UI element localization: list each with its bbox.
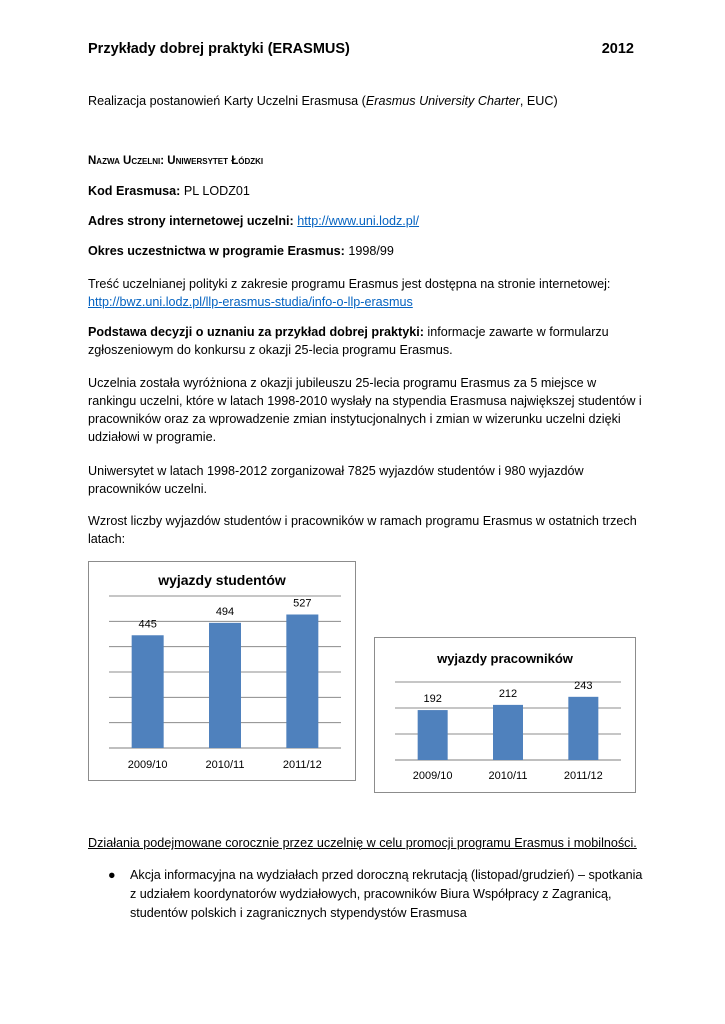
policy-text: Treść uczelnianej polityki z zakresie programu Erasmus jest dostępna na stronie internetowej:	[88, 277, 611, 291]
intro-italic: Erasmus University Charter	[365, 94, 520, 108]
chart-title: wyjazdy pracowników	[437, 651, 573, 666]
bullet-icon: ●	[108, 868, 116, 882]
university-label: Nazwa Uczelni:	[88, 155, 165, 167]
intro-text-end: , EUC)	[519, 94, 558, 108]
data-label: 192	[423, 693, 442, 706]
period-label: Okres uczestnictwa w programie Erasmus:	[88, 244, 345, 258]
staff-chart-svg	[375, 638, 635, 792]
website-label: Adres strony internetowej uczelni:	[88, 214, 294, 228]
policy-link[interactable]: http://bwz.uni.lodz.pl/llp-erasmus-studia/info-o-llp-erasmus	[88, 295, 413, 309]
bar	[209, 623, 241, 748]
university-value: Uniwersytet Łódzki	[167, 155, 264, 167]
header-title: Przykłady dobrej praktyki (ERASMUS)	[88, 41, 350, 57]
intro-text: Realizacja postanowień Karty Uczelni Erasmusa (	[88, 94, 366, 108]
tick-label: 2009/10	[412, 770, 453, 782]
policy-paragraph	[88, 275, 643, 311]
tick-label: 2009/10	[127, 759, 168, 771]
intro-line	[88, 92, 643, 110]
university-line	[88, 152, 643, 170]
website-line	[88, 212, 643, 230]
tick-label: 2010/11	[488, 770, 528, 782]
tick-label: 2011/12	[563, 770, 603, 782]
growth-paragraph: Wzrost liczby wyjazdów studentów i pracowników w ramach programu Erasmus w ostatnich trzech latach:	[88, 514, 637, 546]
bar	[568, 697, 598, 760]
bar	[286, 614, 318, 748]
basis-paragraph	[88, 323, 643, 359]
tick-label: 2011/12	[282, 759, 322, 771]
basis-label: Podstawa decyzji o uznaniu za przykład dobrej praktyki:	[88, 325, 424, 339]
bar	[493, 705, 523, 760]
code-line	[88, 182, 643, 200]
basis-text: informacje zawarte w formularzu zgłoszeniowym do konkursu z okazji 25-lecia programu Erasmus.	[88, 325, 609, 357]
bar	[418, 710, 448, 760]
students-chart-svg	[89, 562, 355, 780]
staff-chart	[374, 637, 636, 793]
students-chart	[88, 561, 356, 781]
data-label: 212	[498, 687, 518, 700]
promotion-list	[88, 866, 643, 923]
data-label: 527	[293, 597, 312, 610]
page-header	[88, 41, 634, 57]
chart-title: wyjazdy studentów	[158, 572, 286, 588]
promotion-heading: Działania podejmowane corocznie przez uczelnię w celu promocji programu Erasmus i mobilności.	[88, 836, 637, 850]
code-label: Kod Erasmusa:	[88, 184, 181, 198]
award-paragraph: Uczelnia została wyróżniona z okazji jubileuszu 25-lecia programu Erasmus za 5 miejsce w rankingu uczelni, które w latach 1998-2010 wysłały na stypendia Erasmusa największej studentów i pracowników oraz za wprowadzenie zmian instytucjonalnych i zmian w wizerunku uczelni dzięki udziałowi w programie.	[88, 376, 642, 444]
website-link[interactable]: http://www.uni.lodz.pl/	[297, 214, 420, 228]
list-item-text: Akcja informacyjna na wydziałach przed doroczną rekrutacją (listopad/grudzień) – spotkania z udziałem koordynatorów wydziałowych, pracowników Biura Współpracy z Zagranicą, studentów polskich i zagranicznych stypendystów Erasmusa	[130, 868, 643, 920]
header-year: 2012	[601, 41, 634, 57]
period-line	[88, 242, 643, 260]
period-value: 1998/99	[348, 244, 394, 258]
data-label: 445	[138, 618, 157, 631]
tick-label: 2010/11	[205, 759, 245, 771]
data-label: 494	[215, 605, 235, 618]
bar	[132, 635, 164, 748]
code-value: PL LODZ01	[183, 184, 250, 198]
stats-paragraph: Uniwersytet w latach 1998-2012 zorganizował 7825 wyjazdów studentów i 980 wyjazdów pracowników uczelni.	[88, 464, 584, 496]
data-label: 243	[574, 679, 593, 692]
list-item	[88, 866, 643, 923]
